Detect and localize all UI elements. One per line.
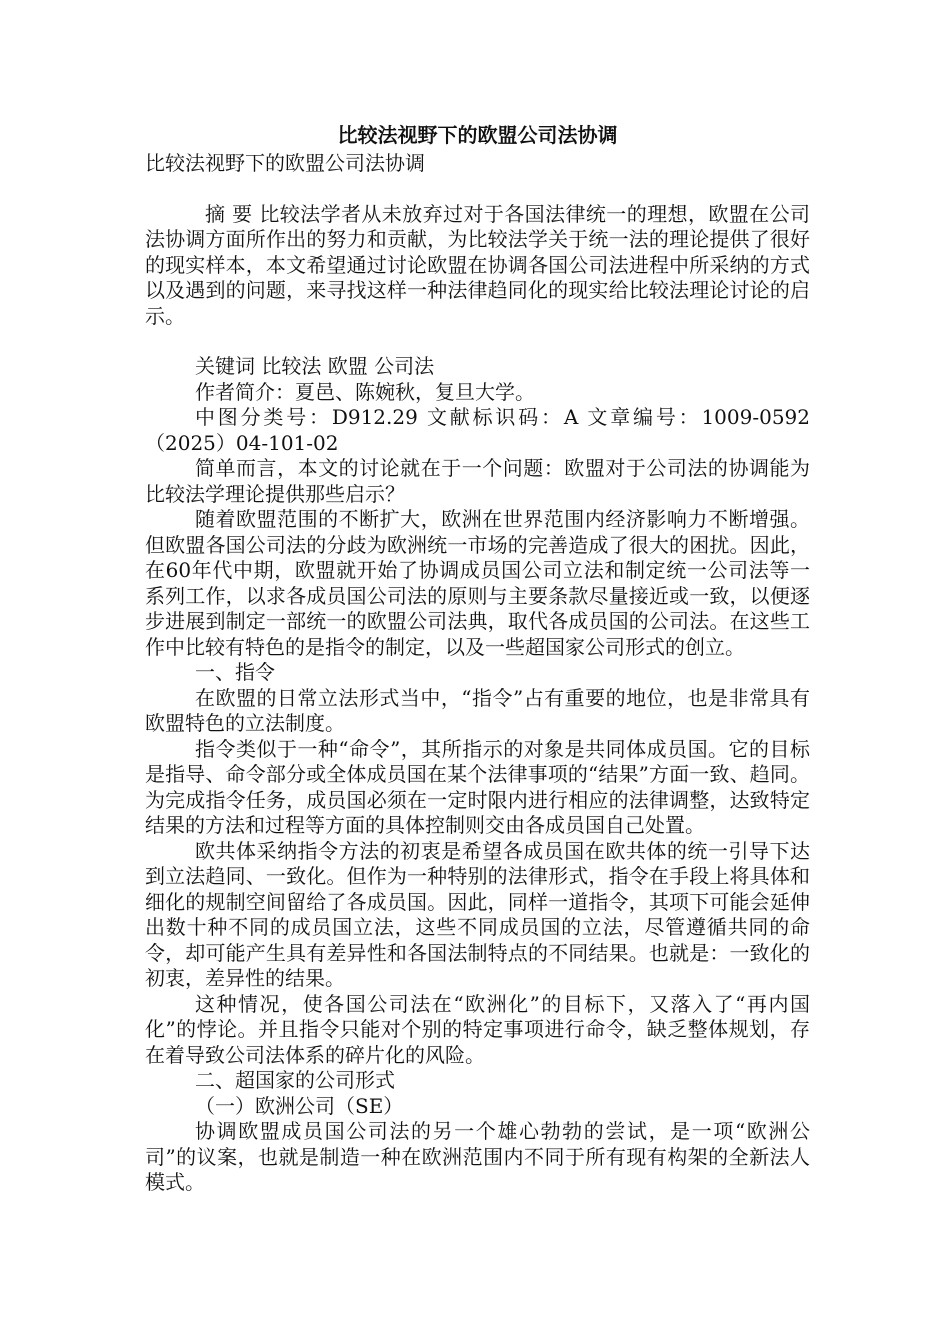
body-paragraph: 协调欧盟成员国公司法的另一个雄心勃勃的尝试，是一项“欧洲公司”的议案，也就是制造一种在欧洲范围内不同于所有现有构架的全新法人模式。 [145,1119,810,1194]
spacer [145,177,810,202]
subsection-heading: （一）欧洲公司（SE） [195,1093,404,1118]
document-subtitle: 比较法视野下的欧盟公司法协调 [145,151,425,175]
keywords: 关键词 比较法 欧盟 公司法 [195,354,435,378]
body-paragraph: 欧共体采纳指令方法的初衷是希望各成员国在欧共体的统一引导下达到立法趋同、一致化。但作为一种特别的法律形式，指令在手段上将具体和细化的规制空间留给了各成员国。因此，同样一道指令，其项下可能会延伸出数十种不同的成员国立法，这些不同成员国的立法，尽管遵循共同的命令，却可能产生具有差异性和各国法制特点的不同结果。也就是：一致化的初衷，差异性的结果。 [145,838,810,990]
author-info: 作者简介：夏邑、陈婉秋，复旦大学。 [195,379,535,404]
body-paragraph: 指令类似于一种“命令”，其所指示的对象是共同体成员国。它的目标是指导、命令部分或全体成员国在某个法律事项的“结果”方面一致、趋同。为完成指令任务，成员国必须在一定时限内进行相应的法律调整，达致特定结果的方法和过程等方面的具体控制则交由各成员国自己处置。 [145,736,810,837]
spacer [145,329,810,354]
section-heading: 二、超国家的公司形式 [195,1068,395,1092]
abstract: 摘 要 比较法学者从未放弃过对于各国法律统一的理想，欧盟在公司法协调方面所作出的努力和贡献，为比较法学关于统一法的理论提供了很好的现实样本，本文希望通过讨论欧盟在协调各国公司法进程中所采纳的方式以及遇到的问题，来寻找这样一种法律趋同化的现实给比较法理论讨论的启示。 [145,201,810,328]
body-paragraph: 在欧盟的日常立法形式当中，“指令”占有重要的地位，也是非常具有欧盟特色的立法制度。 [145,685,810,735]
body-paragraph: 随着欧盟范围的不断扩大，欧洲在世界范围内经济影响力不断增强。但欧盟各国公司法的分歧为欧洲统一市场的完善造成了很大的困扰。因此，在60年代中期，欧盟就开始了协调成员国公司立法和制定统一公司法等一系列工作，以求各成员国公司法的原则与主要条款尽量接近或一致，以便逐步进展到制定一部统一的欧盟公司法典，取代各成员国的公司法。在这些工作中比较有特色的是指令的制定，以及一些超国家公司形式的创立。 [145,507,810,659]
section-heading: 一、指令 [195,660,275,684]
body-paragraph: 这种情况，使各国公司法在“欧洲化”的目标下，又落入了“再内国化”的悖论。并且指令只能对个别的特定事项进行命令，缺乏整体规划，存在着导致公司法体系的碎片化的风险。 [145,991,810,1067]
document-title: 比较法视野下的欧盟公司法协调 [337,123,618,147]
body-paragraph: 简单而言，本文的讨论就在于一个问题：欧盟对于公司法的协调能为比较法学理论提供那些启示？ [145,456,810,506]
document-body [145,122,810,1196]
classification-info: 中图分类号：D912.29 文献标识码：A 文章编号：1009-0592（2025）04-101-02 [145,405,810,455]
